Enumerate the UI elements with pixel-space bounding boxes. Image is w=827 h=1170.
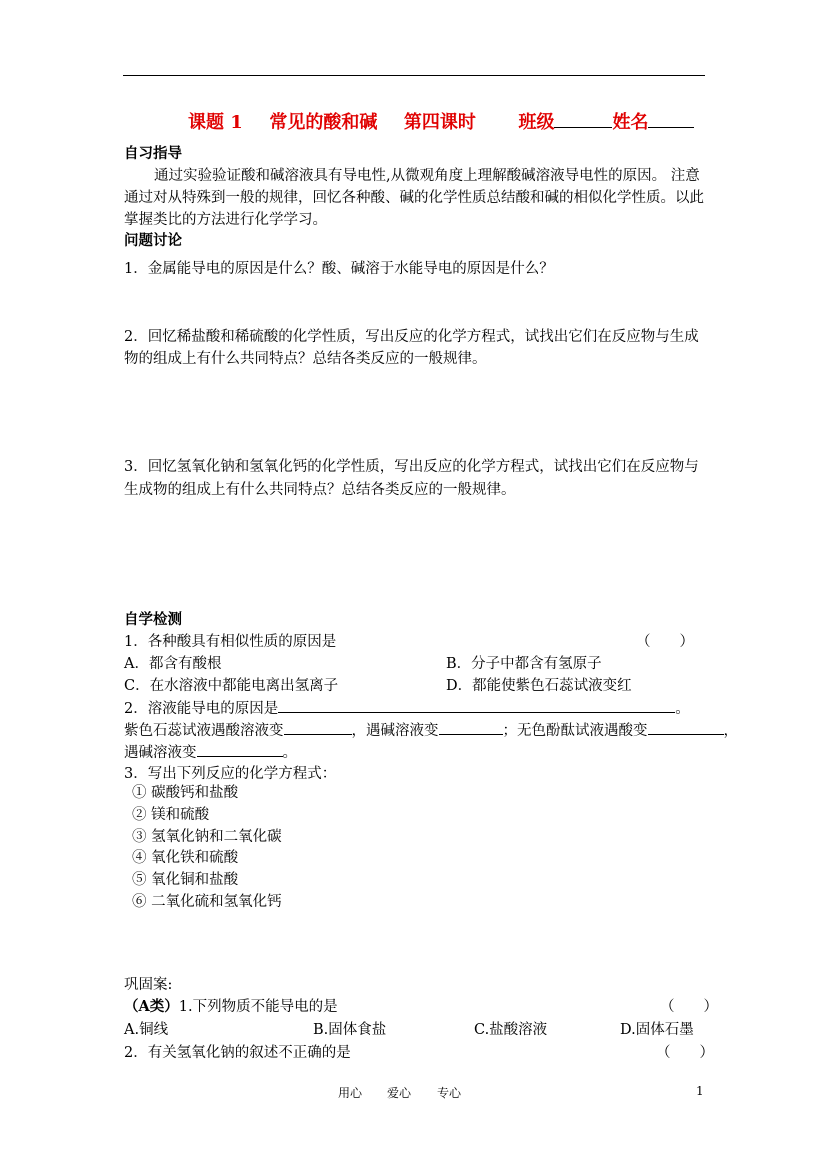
discussion-question-2-line-2: 物的组成上有什么共同特点？总结各类反应的一般规律。: [124, 351, 487, 367]
consolidation-question-1-text: 1.下列物质不能导电的是: [178, 999, 338, 1015]
comma: ，: [723, 723, 738, 739]
indicator-line: [124, 719, 738, 742]
discussion-question-1: 1．金属能导电的原因是什么？酸、碱溶于水能导电的原因是什么？: [124, 261, 554, 277]
self-study-line-2: 通过对从特殊到一般的规律，回忆各种酸、碱的化学性质总结酸和碱的相似化学性质。以此: [124, 190, 704, 206]
period: 。: [282, 745, 297, 761]
self-test-heading: 自学检测: [124, 611, 182, 628]
litmus-acid-blank[interactable]: [284, 719, 352, 735]
self-test-question-2: [124, 697, 690, 720]
class-blank[interactable]: [554, 112, 612, 128]
self-test-option-c: C．在水溶液中都能电离出氢离子: [124, 678, 339, 694]
self-test-question-1: 1．各种酸具有相似性质的原因是: [124, 634, 337, 650]
litmus-base-text: ，遇碱溶液变: [351, 723, 439, 739]
consolidation-question-2-answer-paren[interactable]: （ ）: [656, 1045, 714, 1061]
consolidation-question-1: [124, 996, 338, 1018]
consolidation-heading: 巩固案:: [124, 977, 173, 993]
title-period: 第四课时: [403, 112, 476, 133]
discussion-question-3-line-1: 3．回忆氢氧化钠和氢氧化钙的化学性质，写出反应的化学方程式，试找出它们在反应物与: [124, 459, 699, 475]
phenolphthalein-base-text: 遇碱溶液变: [124, 745, 197, 761]
self-study-line-1: 通过实验验证酸和碱溶液具有导电性,从微观角度上理解酸碱溶液导电性的原因。 注意: [154, 168, 700, 184]
consolidation-option-b: B.固体食盐: [313, 1022, 387, 1038]
consolidation-option-a: A.铜线: [124, 1022, 169, 1038]
title-lesson: 课题 1: [188, 112, 243, 133]
name-label: 姓名: [612, 112, 649, 133]
reaction-item-6: ⑥ 二氧化硫和氢氧化钙: [132, 894, 282, 910]
page-title: [188, 108, 694, 134]
self-test-option-a: A．都含有酸根: [124, 656, 222, 672]
consolidation-question-1-answer-paren[interactable]: （ ）: [660, 999, 718, 1015]
consolidation-option-c: C.盐酸溶液: [474, 1022, 548, 1038]
self-study-line-3: 掌握类比的方法进行化学学习。: [124, 212, 327, 228]
footer-word-3: 专心: [437, 1086, 462, 1100]
self-study-heading: 自习指导: [124, 145, 182, 162]
name-blank[interactable]: [648, 112, 694, 128]
reaction-item-5: ⑤ 氧化铜和盐酸: [132, 872, 239, 888]
discussion-question-2-line-1: 2．回忆稀盐酸和稀硫酸的化学性质，写出反应的化学方程式，试找出它们在反应物与生成: [124, 329, 699, 345]
self-test-option-d: D．都能使紫色石蕊试液变红: [446, 678, 632, 694]
discussion-question-3-line-2: 生成物的组成上有什么共同特点？总结各类反应的一般规律。: [124, 482, 516, 498]
discussion-heading: 问题讨论: [124, 232, 182, 249]
self-test-question-3: 3．写出下列反应的化学方程式：: [124, 766, 337, 782]
consolidation-question-2: 2．有关氢氧化钠的叙述不正确的是: [124, 1045, 351, 1061]
class-label: 班级: [518, 112, 555, 133]
indicator-line-2: [124, 741, 297, 764]
self-test-question-1-answer-paren[interactable]: （ ）: [636, 634, 694, 650]
reaction-item-3: ③ 氢氧化钠和二氧化碳: [132, 829, 282, 845]
self-test-question-2-prefix: 2．溶液能导电的原因是: [124, 701, 279, 717]
reaction-item-2: ② 镁和硫酸: [132, 807, 210, 823]
phenolphthalein-acid-blank[interactable]: [648, 719, 724, 735]
self-test-question-2-suffix: 。: [675, 701, 690, 717]
phenolphthalein-base-blank[interactable]: [197, 741, 283, 757]
title-topic: 常见的酸和碱: [269, 112, 378, 133]
phenolphthalein-acid-text: ；无色酚酞试液遇酸变: [502, 723, 648, 739]
litmus-base-blank[interactable]: [439, 719, 503, 735]
footer-word-2: 爱心: [387, 1086, 412, 1100]
consolidation-option-d: D.固体石墨: [620, 1022, 694, 1038]
self-test-option-b: B．分子中都含有氢原子: [446, 656, 602, 672]
footer-word-1: 用心: [338, 1086, 363, 1100]
category-a-label: （A类）: [124, 998, 179, 1015]
reaction-item-1: ① 碳酸钙和盐酸: [132, 785, 239, 801]
header-rule: [123, 75, 705, 76]
litmus-acid-text: 紫色石蕊试液遇酸溶液变: [124, 723, 284, 739]
reaction-item-4: ④ 氧化铁和硫酸: [132, 850, 239, 866]
page-number: 1: [696, 1084, 704, 1098]
conductivity-reason-blank[interactable]: [278, 697, 675, 713]
